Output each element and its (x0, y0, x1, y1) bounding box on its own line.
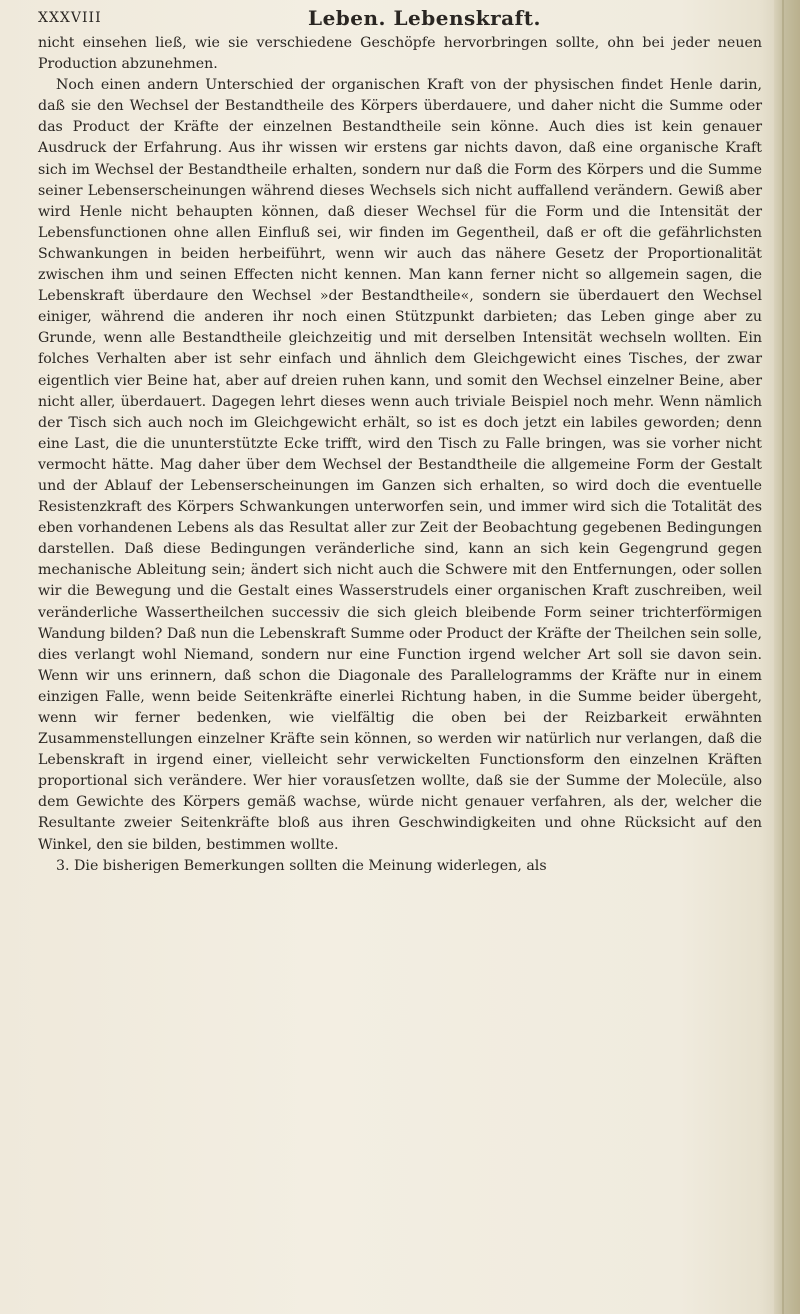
paragraph-main: Noch einen andern Unterschied der organischen Kraft von der physischen findet Henle darin, daß sie den Wechsel der Bestandtheile des Körpers überdauere, und daher nicht die Summe oder das Product der Kräfte der einzelnen Bestandtheile sein könne. Auch dies ist kein genauer Ausdruck der Erfahrung. Aus ihr wissen wir erstens gar nichts davon, daß eine organische Kraft sich im Wechsel der Bestandtheile erhalten, sondern nur daß die Form des Körpers und die Summe seiner Lebenserscheinungen während dieses Wechsels sich nicht auffallend verändern. Gewiß aber wird Henle nicht behaupten können, daß dieser Wechsel für die Form und die Intensität der Lebensfunctionen ohne allen Einfluß sei, wir finden im Gegentheil, daß er oft die gefährlichsten Schwankungen in beiden herbeiführt, wenn wir auch das nähere Gesetz der Proportionalität zwischen ihm und seinen Effecten nicht kennen. Man kann ferner nicht so allgemein sagen, die Lebenskraft überdaure den Wechsel »der Bestandtheile«, sondern sie überdauert den Wechsel einiger, während die anderen ihr noch einen Stützpunkt darbieten; das Leben ginge aber zu Grunde, wenn alle Bestandtheile gleichzeitig und mit derselben Intensität wechseln wollten. Ein folches Verhalten aber ist sehr einfach und ähnlich dem Gleichgewicht eines Tisches, der zwar eigentlich vier Beine hat, aber auf dreien ruhen kann, und somit den Wechsel einzelner Beine, aber nicht aller, überdauert. Dagegen lehrt dieses wenn auch triviale Beispiel noch mehr. Wenn nämlich der Tisch sich auch noch im Gleichgewicht erhält, so ist es doch jetzt ein labiles geworden; denn eine Last, die die ununterstützte Ecke trifft, wird den Tisch zu Falle bringen, was sie vorher nicht vermocht hätte. Mag daher über dem Wechsel der Bestandtheile die allgemeine Form der Gestalt und der Ablauf der Lebenserscheinungen im Ganzen sich erhalten, so wird doch die eventuelle Resistenzkraft des Körpers Schwankungen unterworfen sein, und immer wird sich die Totalität des eben vorhandenen Lebens als das Resultat aller zur Zeit der Beobachtung gegebenen Bedingungen darstellen. Daß diese Bedingungen veränderliche sind, kann an sich kein Gegengrund gegen mechanische Ableitung sein; ändert sich nicht auch die Schwere mit den Entfernungen, oder sollen wir die Bewegung und die Gestalt eines Wasserstrudels einer organischen Kraft zuschreiben, weil veränderliche Wassertheilchen successiv die sich gleich bleibende Form seiner trichterförmigen Wandung bilden? Daß nun die Lebenskraft Summe oder Product der Kräfte der Theilchen sein solle, dies verlangt wohl Niemand, sondern nur eine Function irgend welcher Art soll sie davon sein. Wenn wir uns erinnern, daß schon die Diagonale des Parallelogramms der Kräfte nur in einem einzigen Falle, wenn beide Seitenkräfte einerlei Richtung haben, in die Summe beider übergeht, wenn wir ferner bedenken, wie vielfältig die oben bei der Reizbarkeit erwähnten Zusammenstellungen einzelner Kräfte sein können, so werden wir natürlich nur verlangen, daß die Lebenskraft in irgend einer, vielleicht sehr verwickelten Functionsform den einzelnen Kräften proportional sich verändere. Wer hier vorausſetzen wollte, daß sie der Summe der Molecüle, also dem Gewichte des Körpers gemäß wachse, würde nicht genauer verfahren, als der, welcher die Resultante zweier Seitenkräfte bloß aus ihren Geschwindigkeiten und ohne Rücksicht auf den Winkel, den sie bilden, bestimmen wollte. (38, 77, 762, 853)
body-text (38, 33, 762, 877)
running-head: Leben. Lebenskraft. (308, 6, 541, 30)
page-header (38, 6, 768, 32)
paragraph-numbered: 3. Die bisherigen Bemerkungen sollten die Meinung widerlegen, als (56, 857, 547, 874)
page-number: XXXVIII (38, 10, 102, 26)
paragraph-continuation: nicht einsehen ließ, wie sie verschiedene Geschöpfe hervorbringen sollte, ohn bei jeder neuen Production abzunehmen. (38, 35, 762, 73)
page-edge-strip (774, 0, 800, 1314)
